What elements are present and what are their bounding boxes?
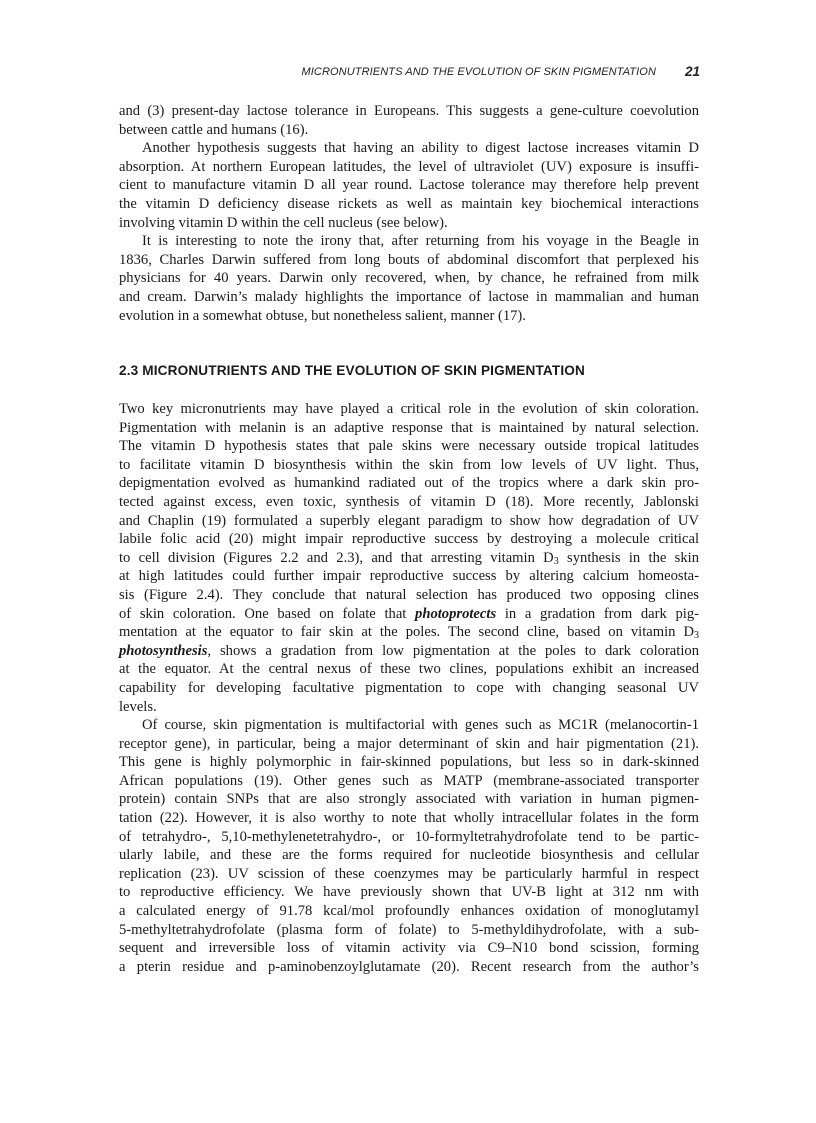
emphasis: photoprotects — [415, 605, 497, 622]
paragraph — [119, 400, 699, 716]
text-line: African populations (19). Other genes such as MATP (membrane-associated transporter — [119, 772, 699, 789]
text-line — [119, 623, 699, 642]
body-text-section — [119, 400, 699, 976]
text-line: The vitamin D hypothesis states that pale skins were necessary outside tropical latitudes — [119, 438, 699, 455]
text-line: Pigmentation with melanin is an adaptive response that is maintained by natural selection. — [119, 419, 699, 436]
text-line — [119, 642, 699, 661]
text-line: receptor gene), in particular, being a major determinant of skin and hair pigmentation (21). — [119, 735, 699, 752]
text-line: This gene is highly polymorphic in fair-skinned populations, but less so in dark-skinned — [119, 754, 699, 771]
text-line: at the equator. At the central nexus of these two clines, populations exhibit an increased — [119, 661, 699, 678]
text-line: It is interesting to note the irony that, after returning from his voyage in the Beagle in — [142, 233, 699, 250]
text-line: tation (22). However, it is also worthy to note that wholly intracellular folates in the form — [119, 810, 699, 827]
text-line: Of course, skin pigmentation is multifactorial with genes such as MC1R (melanocortin-1 — [142, 717, 699, 734]
paragraph — [119, 716, 699, 976]
emphasis: photosynthesis — [119, 642, 208, 659]
text-line: ularly labile, and these are the forms required for nucleotide biosynthesis and cellular — [119, 847, 699, 864]
text-line: and (3) present-day lactose tolerance in Europeans. This suggests a gene-culture coevolution — [119, 103, 699, 119]
text-line: of tetrahydro-, 5,10-methylenetetrahydro-, or 10-formyltetrahydrofolate tend to be partic- — [119, 828, 699, 845]
running-header-title: MICRONUTRIENTS AND THE EVOLUTION OF SKIN PIGMENTATION — [301, 66, 656, 78]
text-line: tected against excess, even toxic, synthesis of vitamin D (18). More recently, Jablonski — [119, 493, 699, 510]
subscript: 3 — [553, 555, 559, 567]
text-line: sis (Figure 2.4). They conclude that natural selection has produced two opposing clines — [119, 586, 699, 603]
page-number: 21 — [684, 64, 700, 79]
text-line: a calculated energy of 91.78 kcal/mol profoundly enhances oxidation of monoglutamyl — [119, 903, 699, 920]
text-line: capability for developing facultative pigmentation to cope with changing seasonal UV — [119, 679, 699, 696]
paragraph — [119, 102, 699, 139]
text-run: in a gradation from dark pig- — [496, 605, 699, 622]
text-run: , shows a gradation from low pigmentation at the poles to dark coloration — [207, 642, 699, 659]
text-line: labile folic acid (20) might impair reproductive success by destroying a molecule critical — [119, 531, 699, 548]
text-line: the vitamin D deficiency disease rickets as well as maintain key biochemical interactions — [119, 195, 699, 212]
body-text-top — [119, 102, 699, 325]
text-line: between cattle and humans (16). — [119, 121, 309, 138]
text-line: sequent and irreversible loss of vitamin activity via C9–N10 bond scission, forming — [119, 940, 699, 957]
text-line: to facilitate vitamin D biosynthesis within the skin from low levels of UV light. Thus, — [119, 456, 699, 473]
text-line: absorption. At northern European latitudes, the level of ultraviolet (UV) exposure is insuffi- — [119, 158, 699, 175]
text-line: a pterin residue and p-aminobenzoylglutamate (20). Recent research from the author’s — [119, 958, 699, 975]
text-line — [119, 605, 699, 624]
paragraph — [119, 139, 699, 232]
text-run: mentation at the equator to fair skin at the poles. The second cline, based on vitamin D — [119, 624, 694, 641]
subscript: 3 — [694, 630, 699, 642]
section-heading: 2.3 MICRONUTRIENTS AND THE EVOLUTION OF SKIN PIGMENTATION — [119, 363, 585, 378]
text-line: and cream. Darwin’s malady highlights the importance of lactose in mammalian and human — [119, 288, 699, 305]
text-line: physicians for 40 years. Darwin only recovered, when, by chance, he refrained from milk — [119, 270, 699, 287]
text-line: Two key micronutrients may have played a critical role in the evolution of skin coloration. — [119, 401, 699, 417]
text-line — [119, 549, 699, 568]
text-run: synthesis in the skin — [558, 549, 700, 566]
text-line: 1836, Charles Darwin suffered from long bouts of abdominal discomfort that perplexed his — [119, 251, 699, 268]
text-line: Another hypothesis suggests that having an ability to digest lactose increases vitamin D — [142, 140, 699, 157]
text-line: at high latitudes could further impair reproductive success by altering calcium homeosta- — [119, 568, 699, 585]
text-line: cient to manufacture vitamin D all year round. Lactose tolerance may therefore help prevent — [119, 177, 699, 194]
text-line: evolution in a somewhat obtuse, but nonetheless salient, manner (17). — [119, 307, 526, 324]
text-run: of skin coloration. One based on folate that — [119, 605, 416, 622]
text-line: to reproductive efficiency. We have previously shown that UV-B light at 312 nm with — [119, 884, 699, 901]
text-run: to cell division (Figures 2.2 and 2.3), and that arresting vitamin D — [119, 549, 554, 566]
text-line: depigmentation evolved as humankind radiated out of the tropics where a dark skin pro- — [119, 475, 699, 492]
text-line: and Chaplin (19) formulated a superbly elegant paradigm to show how degradation of UV — [119, 512, 699, 529]
text-line: replication (23). UV scission of these coenzymes may be particularly harmful in respect — [119, 865, 699, 882]
text-line: involving vitamin D within the cell nucleus (see below). — [119, 214, 448, 231]
text-line: levels. — [119, 698, 157, 715]
text-line: 5-methyltetrahydrofolate (plasma form of folate) to 5-methyldihydrofolate, with a sub- — [119, 921, 699, 938]
text-line: protein) contain SNPs that are also strongly associated with variation in human pigmen- — [119, 791, 699, 808]
paragraph — [119, 232, 699, 325]
